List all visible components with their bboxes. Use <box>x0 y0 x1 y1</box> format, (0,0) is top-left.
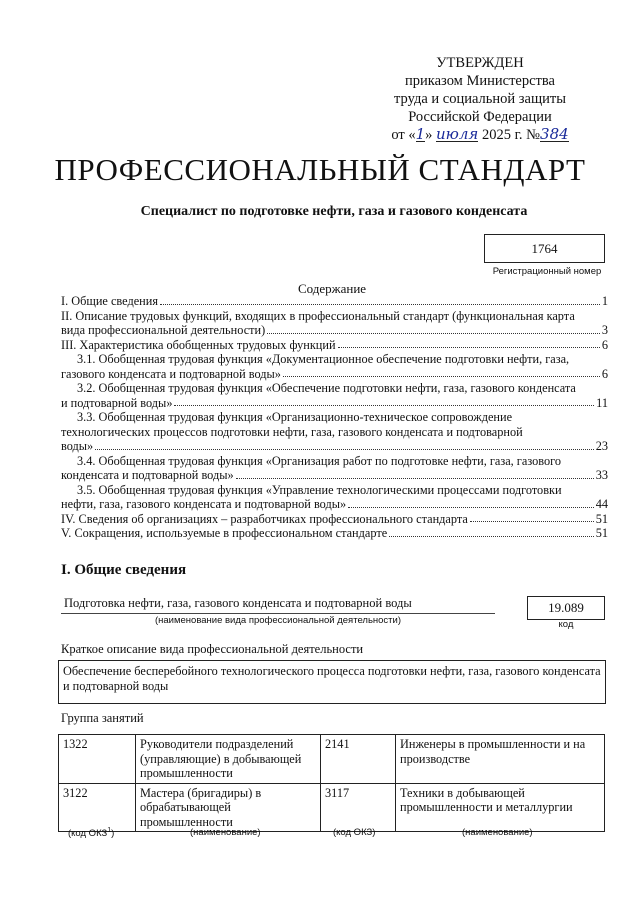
activity-name: Подготовка нефти, газа, газового конденсата и подтоварной воды <box>64 596 412 610</box>
okz-code-footer-label: (код ОКЗ) <box>333 827 376 838</box>
document-subtitle: Специалист по подготовке нефти, газа и газового конденсата <box>140 204 528 219</box>
date-mid: » <box>425 127 437 143</box>
toc-title: Содержание <box>297 281 367 296</box>
occupation-group-heading: Группа занятий <box>61 711 144 725</box>
date-year: 2025 г. № <box>478 127 541 143</box>
toc-item[interactable]: III. Характеристика обобщенных трудовых функций 6 <box>61 337 608 352</box>
date-prefix: от « <box>391 127 416 143</box>
registration-number-box: 1764 <box>484 234 605 263</box>
approval-block <box>360 54 600 144</box>
short-description-heading: Краткое описание вида профессиональной деятельности <box>61 642 364 656</box>
section-heading: I. Общие сведения <box>61 562 187 578</box>
approval-date-line <box>360 126 600 144</box>
occupation-name-cell: Инженеры в промышленности и на производстве <box>396 735 605 784</box>
toc-item[interactable]: IV. Сведения об организациях – разработчиках профессионального стандарта 51 <box>61 511 608 526</box>
table-of-contents <box>61 294 608 541</box>
table-row <box>59 783 605 832</box>
okz-code-cell: 3117 <box>321 783 396 832</box>
table-row <box>59 735 605 784</box>
toc-item[interactable]: 3.5. Обобщенная трудовая функция «Управление технологическими процессами подготовки нефти, газа, газового конденсата и подтоварной воды» 44 <box>61 482 608 511</box>
divider <box>61 613 495 614</box>
activity-code-label: код <box>558 619 574 630</box>
toc-item[interactable]: 3.3. Обобщенная трудовая функция «Организационно-техническое сопровождение технологических процессов подготовки нефти, газа, газового конденсата и подтоварной воды» 23 <box>61 410 608 453</box>
name-footer-label: (наименование) <box>462 827 533 838</box>
occupation-name-cell: Техники в добывающей промышленности и металлургии <box>396 783 605 832</box>
registration-number-label: Регистрационный номер <box>492 266 602 277</box>
toc-item[interactable]: V. Сокращения, используемые в профессиональном стандарте 51 <box>61 526 608 540</box>
activity-name-label: (наименование вида профессиональной деятельности) <box>154 615 402 626</box>
date-day: 1 <box>415 125 426 143</box>
approval-ministry-line: труда и социальной защиты <box>394 91 566 107</box>
okz-code-cell: 1322 <box>59 735 136 784</box>
occupation-name-cell: Мастера (бригадиры) в обрабатывающей промышленности <box>136 783 321 832</box>
activity-code-box: 19.089 <box>527 596 605 620</box>
date-month: июля <box>436 125 479 143</box>
toc-item[interactable]: 3.2. Обобщенная трудовая функция «Обеспечение подготовки нефти, газа, газового конденсата и подтоварной воды» 11 <box>61 381 608 410</box>
name-footer-label: (наименование) <box>190 827 261 838</box>
toc-item[interactable]: 3.4. Обобщенная трудовая функция «Организация работ по подготовке нефти, газа, газового конденсата и подтоварной воды» 33 <box>61 453 608 482</box>
short-description-box: Обеспечение бесперебойного технологического процесса подготовки нефти, газа, газового конденсата и подтоварной воды <box>58 660 606 704</box>
document-title: ПРОФЕССИОНАЛЬНЫЙ СТАНДАРТ <box>54 152 586 187</box>
okz-code-cell: 3122 <box>59 783 136 832</box>
approval-status: УТВЕРЖДЕН <box>436 55 524 71</box>
order-number: 384 <box>540 125 569 143</box>
occupation-table <box>58 734 605 832</box>
toc-item[interactable]: 3.1. Обобщенная трудовая функция «Документационное обеспечение подготовки нефти, газа, газового конденсата и подтоварной воды» 6 <box>61 352 608 381</box>
approval-order-line: приказом Министерства <box>405 73 555 89</box>
occupation-name-cell: Руководители подразделений (управляющие) в добывающей промышленности <box>136 735 321 784</box>
toc-item[interactable]: I. Общие сведения 1 <box>61 294 608 308</box>
okz-code-footer-label: (код ОКЗ$^1$) <box>68 827 115 840</box>
approval-country-line: Российской Федерации <box>408 109 552 125</box>
okz-code-cell: 2141 <box>321 735 396 784</box>
toc-item[interactable]: II. Описание трудовых функций, входящих в профессиональный стандарт (функциональная карта вида профессиональной деятельности) 3 <box>61 308 608 337</box>
